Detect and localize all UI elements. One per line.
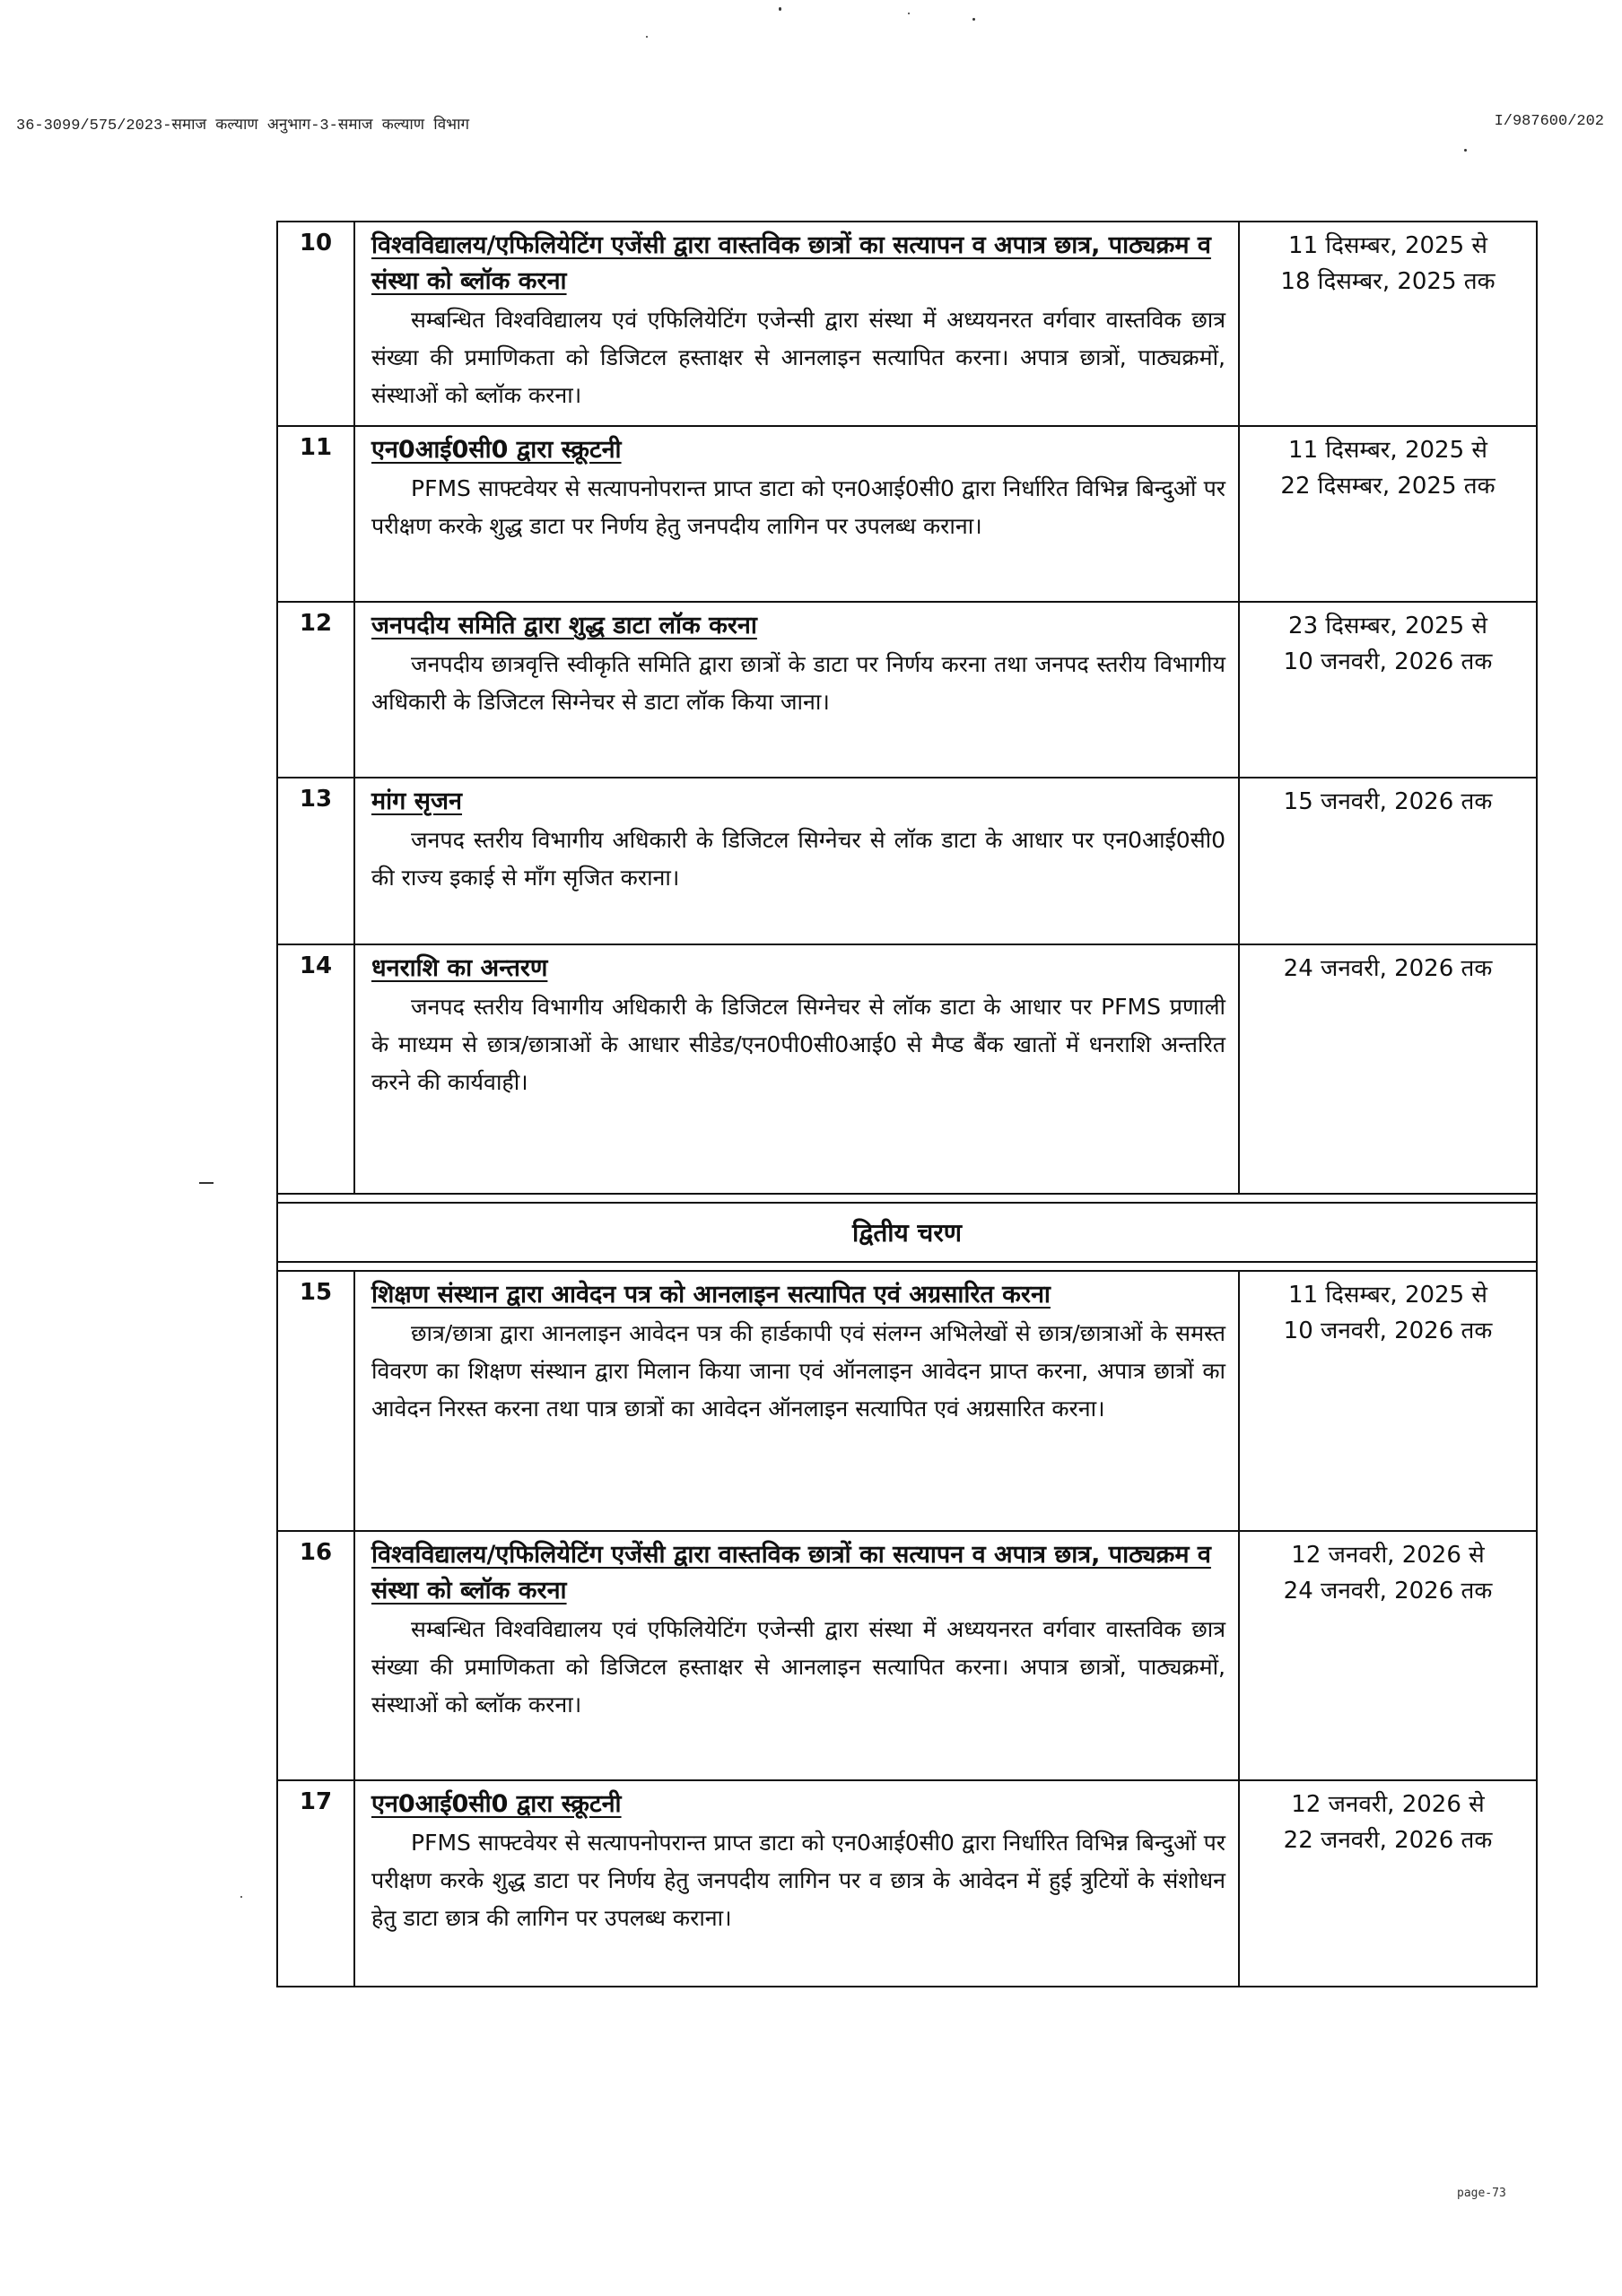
row-description bbox=[354, 1271, 1239, 1531]
document-reference-left: 36-3099/575/2023-समाज कल्याण अनुभाग-3-समाज कल्याण विभाग bbox=[16, 117, 470, 135]
date-line-1: 24 जनवरी, 2026 तक bbox=[1283, 955, 1493, 982]
row-date bbox=[1239, 778, 1537, 944]
scan-speck bbox=[199, 1182, 214, 1184]
row-body: जनपद स्तरीय विभागीय अधिकारी के डिजिटल सिग्नेचर से लॉक डाटा के आधार पर PFMS प्रणाली के माध्यम से छात्र/छात्राओं के आधार सीडेड/एन0पी0सी0आई0 से मैप्ड बैंक खातों में धनराशि अन्तरित करने की कार्यवाही। bbox=[371, 994, 1225, 1095]
scan-speck bbox=[240, 1896, 242, 1898]
row-body: सम्बन्धित विश्वविद्यालय एवं एफिलियेटिंग एजेन्सी द्वारा संस्था में अध्ययनरत वर्गवार वास्तविक छात्र संख्या की प्रमाणिकता को डिजिटल हस्ताक्षर से आनलाइन सत्यापित करना। अपात्र छात्रों, पाठ्यक्रमों, संस्थाओं को ब्लॉक करना। bbox=[371, 307, 1225, 408]
scan-speck bbox=[908, 13, 910, 14]
row-title: विश्वविद्यालय/एफिलियेटिंग एजेंसी द्वारा वास्तविक छात्रों का सत्यापन व अपात्र छात्र, पाठ्यक्रम व संस्था को ब्लॉक करना bbox=[371, 231, 1211, 295]
row-title: विश्वविद्यालय/एफिलियेटिंग एजेंसी द्वारा वास्तविक छात्रों का सत्यापन व अपात्र छात्र, पाठ्यक्रम व संस्था को ब्लॉक करना bbox=[371, 1541, 1211, 1605]
row-spacer bbox=[277, 1194, 1537, 1203]
stage-heading: द्वितीय चरण bbox=[277, 1203, 1537, 1262]
scan-speck bbox=[779, 7, 781, 11]
row-body: PFMS साफ्टवेयर से सत्यापनोपरान्त प्राप्त डाटा को एन0आई0सी0 द्वारा निर्धारित विभिन्न बिन्दुओं पर परीक्षण करके शुद्ध डाटा पर निर्णय हेतु जनपदीय लागिन पर व छात्र के आवेदन में हुई त्रुटियों के संशोधन हेतु डाटा छात्र की लागिन पर उपलब्ध कराना। bbox=[371, 1830, 1225, 1931]
date-line-2: 10 जनवरी, 2026 तक bbox=[1283, 1318, 1493, 1344]
table-row bbox=[277, 222, 1537, 426]
date-line-1: 23 दिसम्बर, 2025 से bbox=[1288, 613, 1487, 639]
table-row bbox=[277, 944, 1537, 1194]
row-body: जनपद स्तरीय विभागीय अधिकारी के डिजिटल सिग्नेचर से लॉक डाटा के आधार पर एन0आई0सी0 की राज्य इकाई से माँग सृजित कराना। bbox=[371, 827, 1225, 891]
row-description bbox=[354, 222, 1239, 426]
table-row bbox=[277, 602, 1537, 778]
table-row bbox=[277, 1271, 1537, 1531]
row-date bbox=[1239, 1531, 1537, 1780]
row-title: एन0आई0सी0 द्वारा स्क्रूटनी bbox=[371, 1790, 622, 1818]
date-line-2: 10 जनवरी, 2026 तक bbox=[1283, 648, 1493, 675]
table-row bbox=[277, 778, 1537, 944]
date-line-1: 11 दिसम्बर, 2025 से bbox=[1288, 437, 1487, 464]
row-date bbox=[1239, 944, 1537, 1194]
date-line-1: 12 जनवरी, 2026 से bbox=[1291, 1542, 1485, 1569]
row-number: 11 bbox=[277, 426, 354, 602]
scan-speck bbox=[1464, 149, 1467, 152]
scan-speck bbox=[972, 18, 975, 21]
scan-speck bbox=[646, 36, 648, 38]
date-line-1: 15 जनवरी, 2026 तक bbox=[1283, 788, 1493, 815]
date-line-1: 12 जनवरी, 2026 से bbox=[1291, 1791, 1485, 1818]
row-body: छात्र/छात्रा द्वारा आनलाइन आवेदन पत्र की हार्डकापी एवं संलग्न अभिलेखों से छात्र/छात्राओं के समस्त विवरण का शिक्षण संस्थान द्वारा मिलान किया जाना एवं ऑनलाइन आवेदन प्राप्त करना, अपात्र छात्रों का आवेदन निरस्त करना तथा पात्र छात्रों का आवेदन ऑनलाइन सत्यापित एवं अग्रसारित करना। bbox=[371, 1320, 1225, 1422]
row-body: सम्बन्धित विश्वविद्यालय एवं एफिलियेटिंग एजेन्सी द्वारा संस्था में अध्ययनरत वर्गवार वास्तविक छात्र संख्या की प्रमाणिकता को डिजिटल हस्ताक्षर से आनलाइन सत्यापित करना। अपात्र छात्रों, पाठ्यक्रमों, संस्थाओं को ब्लॉक करना। bbox=[371, 1616, 1225, 1718]
schedule-table bbox=[276, 221, 1538, 1987]
row-title: मांग सृजन bbox=[371, 787, 463, 815]
row-number: 17 bbox=[277, 1780, 354, 1987]
row-spacer bbox=[277, 1262, 1537, 1271]
row-title: जनपदीय समिति द्वारा शुद्ध डाटा लॉक करना bbox=[371, 612, 757, 639]
date-line-2: 22 जनवरी, 2026 तक bbox=[1283, 1827, 1493, 1854]
date-line-1: 11 दिसम्बर, 2025 से bbox=[1288, 1282, 1487, 1309]
row-number: 10 bbox=[277, 222, 354, 426]
page-number: page-73 bbox=[1457, 2187, 1506, 2200]
row-body: PFMS साफ्टवेयर से सत्यापनोपरान्त प्राप्त डाटा को एन0आई0सी0 द्वारा निर्धारित विभिन्न बिन्दुओं पर परीक्षण करके शुद्ध डाटा पर निर्णय हेतु जनपदीय लागिन पर उपलब्ध कराना। bbox=[371, 475, 1225, 539]
row-number: 16 bbox=[277, 1531, 354, 1780]
row-title: शिक्षण संस्थान द्वारा आवेदन पत्र को आनलाइन सत्यापित एवं अग्रसारित करना bbox=[371, 1281, 1051, 1309]
table-row bbox=[277, 1531, 1537, 1780]
row-description bbox=[354, 426, 1239, 602]
row-date bbox=[1239, 1780, 1537, 1987]
row-description bbox=[354, 602, 1239, 778]
row-date bbox=[1239, 426, 1537, 602]
stage-heading-row bbox=[277, 1203, 1537, 1262]
date-line-2: 18 दिसम्बर, 2025 तक bbox=[1280, 268, 1496, 295]
row-number: 12 bbox=[277, 602, 354, 778]
row-title: एन0आई0सी0 द्वारा स्क्रूटनी bbox=[371, 436, 622, 464]
row-description bbox=[354, 778, 1239, 944]
document-reference-right: I/987600/202 bbox=[1494, 113, 1604, 130]
row-description bbox=[354, 1531, 1239, 1780]
row-number: 14 bbox=[277, 944, 354, 1194]
row-date bbox=[1239, 222, 1537, 426]
row-description bbox=[354, 944, 1239, 1194]
row-body: जनपदीय छात्रवृत्ति स्वीकृति समिति द्वारा छात्रों के डाटा पर निर्णय करना तथा जनपद स्तरीय विभागीय अधिकारी के डिजिटल सिग्नेचर से डाटा लॉक किया जाना। bbox=[371, 651, 1225, 715]
table-row bbox=[277, 426, 1537, 602]
date-line-2: 24 जनवरी, 2026 तक bbox=[1283, 1578, 1493, 1605]
row-title: धनराशि का अन्तरण bbox=[371, 954, 548, 982]
date-line-2: 22 दिसम्बर, 2025 तक bbox=[1280, 473, 1496, 500]
row-date bbox=[1239, 1271, 1537, 1531]
date-line-1: 11 दिसम्बर, 2025 से bbox=[1288, 232, 1487, 259]
table-row bbox=[277, 1780, 1537, 1987]
row-number: 13 bbox=[277, 778, 354, 944]
row-number: 15 bbox=[277, 1271, 354, 1531]
row-date bbox=[1239, 602, 1537, 778]
row-description bbox=[354, 1780, 1239, 1987]
